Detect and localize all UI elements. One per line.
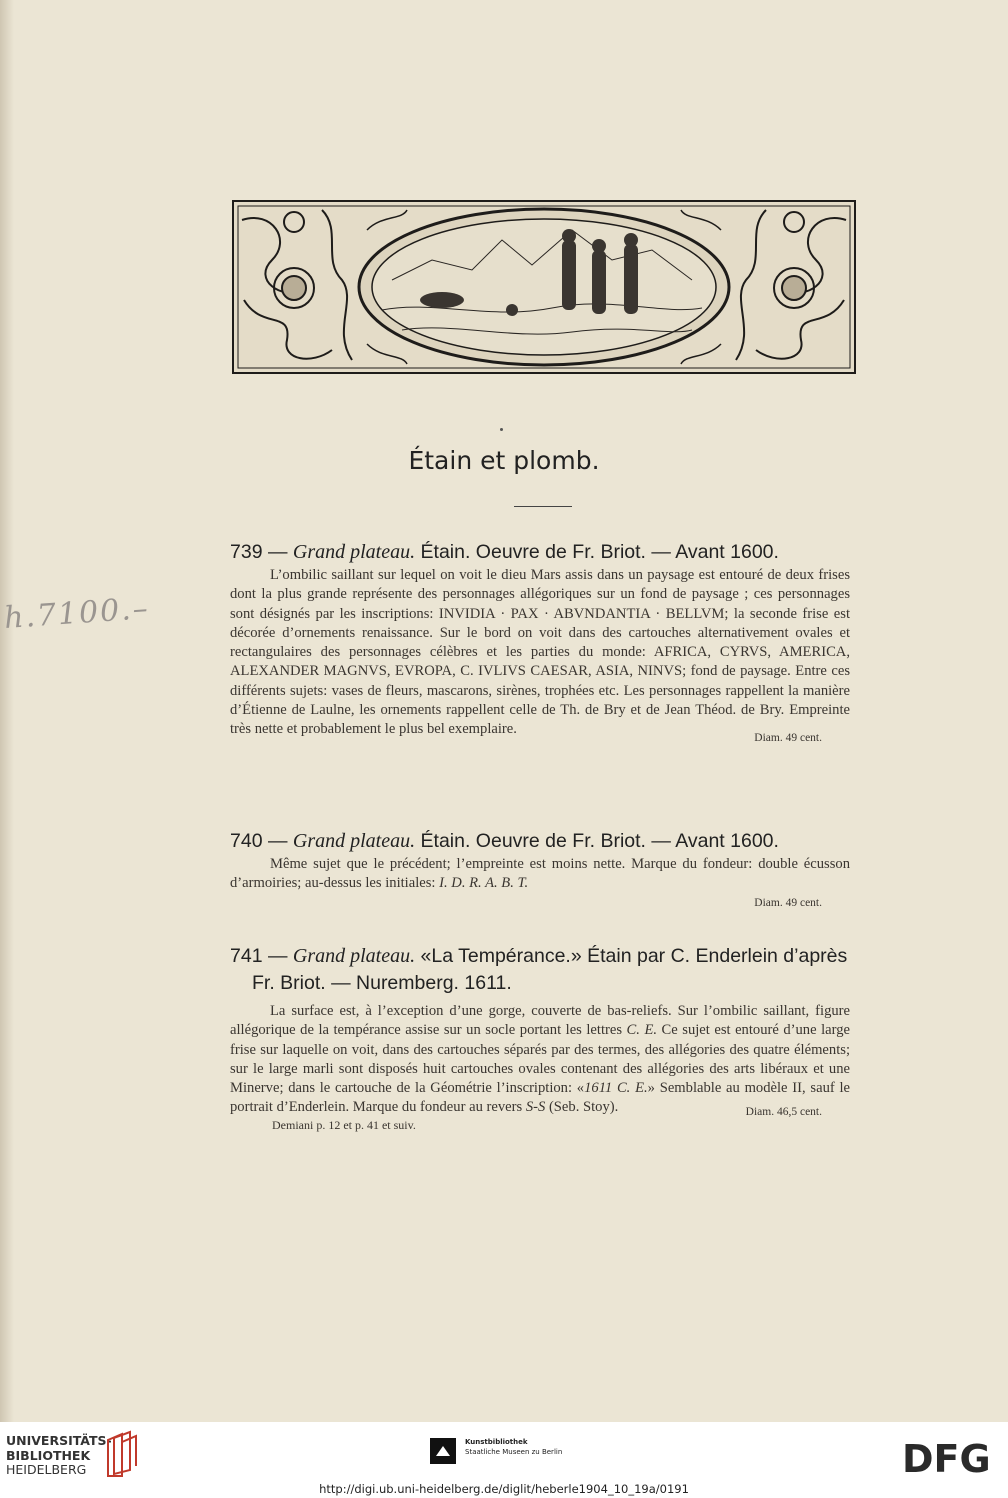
ink-speck [500, 428, 503, 431]
entry-title: Grand plateau. [292, 541, 416, 563]
heading-divider [514, 506, 572, 507]
entry-heading: 741 — Grand plateau. «La Tempérance.» Étain par C. Enderlein d’après [230, 945, 848, 967]
ub-heidelberg-logo-icon[interactable] [104, 1430, 140, 1480]
catalog-entry-739 [230, 539, 850, 744]
section-heading: Étain et plomb. [408, 446, 600, 475]
entry-diameter: Diam. 49 cent. [754, 731, 822, 744]
source-url-link[interactable]: http://digi.ub.uni-heidelberg.de/diglit/heberle1904_10_19a/0191 [319, 1482, 689, 1496]
entry-description: Étain. Oeuvre de Fr. Briot. — Avant 1600. [415, 541, 779, 563]
dfg-logo[interactable] [900, 1440, 996, 1476]
entry-description: «La Tempérance.» Étain par C. Enderlein d’après [415, 945, 848, 967]
entry-diameter: Diam. 46,5 cent. [745, 1105, 822, 1118]
page-gutter-shadow [0, 0, 14, 1422]
entry-title: Grand plateau. [292, 945, 416, 967]
kunstbibliothek-wordmark[interactable]: Kunstbibliothek Staatliche Museen zu Berlin [465, 1438, 563, 1456]
entry-heading-continued: Fr. Briot. — Nuremberg. 1611. [252, 972, 512, 994]
entry-number: 740 [230, 830, 263, 852]
catalog-entry-741 [230, 943, 850, 1133]
entry-body: Même sujet que le précédent; l’empreinte est moins nette. Marque du fondeur: double écusson d’armoiries; au-dessus les initiales: I. D. R. A. B. T. [230, 856, 850, 892]
handwritten-margin-note: h.7100.– [2, 590, 151, 637]
entry-body: L’ombilic saillant sur lequel on voit le dieu Mars assis dans un paysage est entouré de deux frises dont la plus grande représente des personnages allégoriques sur un fond de paysage ; ces personnages sont désignés par les inscriptions: INVIDIA · PAX · ABVNDANTIA · BELLVM; la seconde frise est décorée d’ornements renaissance. Sur le bord on voit dans des cartouches alternativement ovales et rectangulaires des personnages célèbres et les parties du monde: AFRICA, CYRVS, AMERICA, ALEXANDER MAGNVS, EVROPA, C. IVLIVS CAESAR, ASIA, NINVS; fond de paysage. Entre ces différents sujets: vases de fleurs, mascarons, sirènes, trophées etc. Les personnages rappellent la manière d’Étienne de Laulne, les ornements rappellent celle de Th. de Bry et de Jean Théod. de Bry. Empreinte très nette et probablement le plus bel exemplaire. [230, 567, 850, 738]
entry-number: 739 [230, 541, 263, 563]
entry-heading: 739 — Grand plateau. Étain. Oeuvre de Fr. Briot. — Avant 1600. [230, 541, 779, 563]
catalog-entry-740 [230, 828, 850, 909]
engraved-frieze-illustration [232, 200, 856, 374]
entry-title: Grand plateau. [292, 830, 416, 852]
dfg-logo-text: DFG [902, 1440, 991, 1476]
kunstbibliothek-logo-icon[interactable] [430, 1438, 456, 1464]
entry-body: La surface est, à l’exception d’une gorge, couverte de bas-reliefs. Sur l’ombilic saillant, figure allégorique de la tempérance assise sur un socle portant les lettres C. E. Ce sujet est entouré d’une large frise sur laquelle on voit, dans des cartouches séparés par des termes, des allégories des quatre éléments; sur le large marli sont disposés huit cartouches ovales contenant des allégories des arts libéraux et une Minerve; dans le cartouche de la Géométrie l’inscription: «1611 C. E.» Semblable au modèle II, sauf le portrait d’Enderlein. Marque du fondeur au revers S-S (Seb. Stoy). [230, 1003, 851, 1116]
entry-diameter: Diam. 49 cent. [754, 896, 822, 909]
ub-heidelberg-wordmark[interactable]: UNIVERSITÄTS- BIBLIOTHEK HEIDELBERG [6, 1433, 112, 1477]
entry-reference: Demiani p. 12 et p. 41 et suiv. [272, 1117, 416, 1132]
entry-number: 741 [230, 945, 263, 967]
entry-description: Étain. Oeuvre de Fr. Briot. — Avant 1600. [415, 830, 779, 852]
entry-heading: 740 — Grand plateau. Étain. Oeuvre de Fr. Briot. — Avant 1600. [230, 830, 779, 852]
